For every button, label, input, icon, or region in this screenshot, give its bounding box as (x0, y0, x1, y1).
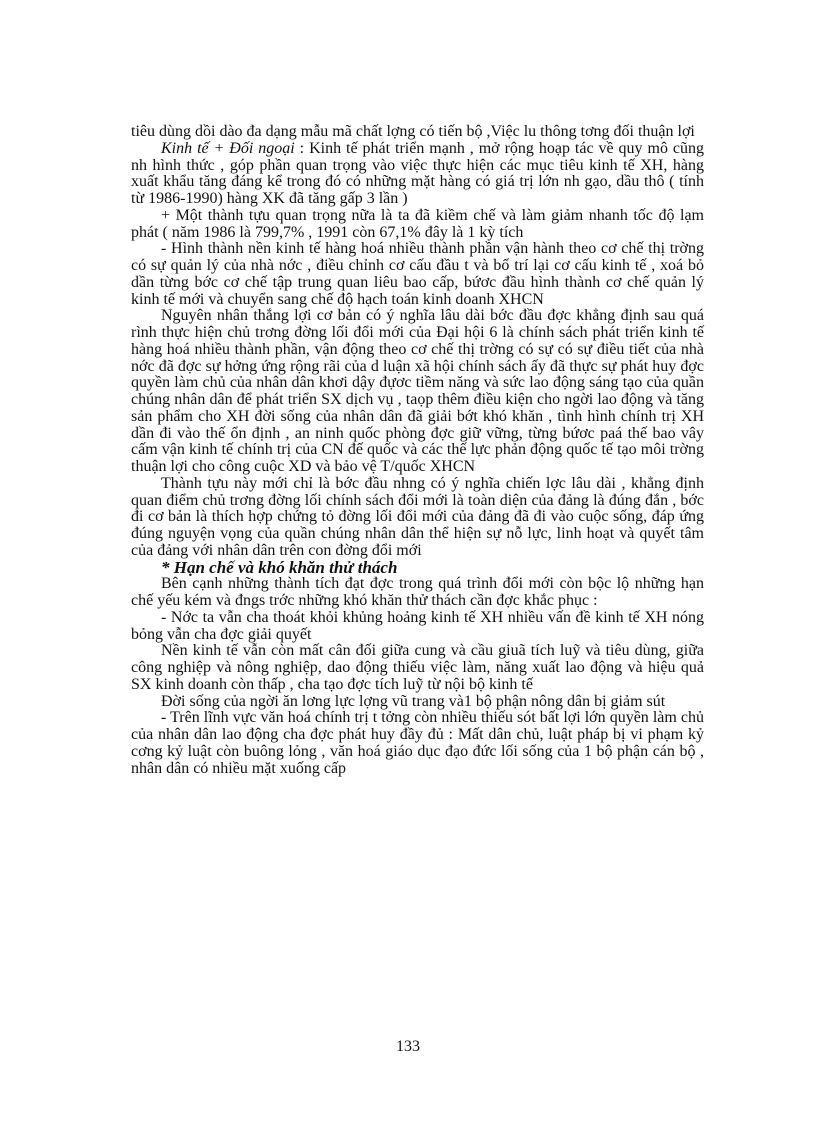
body-text (131, 124, 704, 777)
paragraph-10: Đời sống của ngời ăn lơng lực lợng vũ trang và1 bộ phận nông dân bị giảm sút (161, 692, 666, 710)
paragraph-1: tiêu dùng dồi dào đa dạng mẫu mã chất lợng có tiến bộ ,Việc lu thông tơng đối thuận lợi (131, 123, 695, 140)
paragraph-2 (131, 141, 704, 208)
section-heading: * Hạn chế và khó khăn thử thách (161, 557, 398, 577)
paragraph-6: Thành tựu này mới chỉ là bớc đầu nhng có ý nghĩa chiến lợc lâu dài , khẳng định quan điểm chủ trơng đờng lối chính sách đổi mới là toàn diện của đảng là đúng đắn , bớc đi cơ bản là thích hợp chứng tỏ đờng lối đổi mới của đảng đã đi vào cuộc sống, đáp ứng đúng nguyện vọng của quần chúng nhân dân thể hiện sự nỗ lực, linh hoạt và quyết tâm của đảng với nhân dân trên con đờng đổi mới (131, 474, 704, 559)
page-number: 133 (396, 1038, 420, 1055)
paragraph-8: - Nớc ta vẫn cha thoát khỏi khủng hoảng kinh tế XH nhiều vấn đề kinh tế XH nóng bỏng vẫn cha đợc giải quyết (131, 608, 704, 643)
paragraph-5: Nguyên nhân thắng lợi cơ bản có ý nghĩa lâu dài bớc đầu đợc khẳng định sau quá rình thực hiện chủ trơng đờng lối đổi mới của Đại hội 6 là chính sách phát triển kinh tế hàng hoá nhiều thành phần, vận động theo cơ chế thị trờng có sự có sự điều tiết của nhà nớc đã đợc sự hởng ứng rộng rãi của d luận xã hội chính sách ấy đã thực sự phát huy đợc quyền làm chủ của nhân dân khơi dậy đựơc tiềm năng và sức lao động sáng tạo của quần chúng nhân dân để phát triển SX dịch vụ , taọp thêm điều kiện cho ngời lao động và tăng sản phẩm cho XH đời sống của nhân dân đã giải bớt khó khăn , tình hình chính trị XH dần đi vào thế ổn định , an ninh quốc phòng đợc giữ vững, từng bứơc paá thế bao vây cấm vận kinh tế chính trị của CN đế quốc và các thế lực phản động quốc tế tạo môi trờng thuận lợi cho công cuộc XD và bảo vệ T/quốc XHCN (131, 307, 704, 475)
paragraph-2-lead: Kinh tế + Đối ngoại (161, 139, 295, 157)
paragraph-9: Nền kinh tế vẫn còn mất cân đối giữa cung và cầu giuã tích luỹ và tiêu dùng, giữa công nghiệp và nông nghiệp, dao động thiếu việc làm, năng xuất lao động và hiệu quả SX kinh doanh còn thấp , cha tạo đợc tích luỹ từ nội bộ kinh tế (131, 642, 704, 693)
paragraph-3: + Một thành tựu quan trọng nữa là ta đã kiềm chế và làm giảm nhanh tốc độ lạm phát ( năm 1986 là 799,7% , 1991 còn 67,1% đây là 1 kỳ tích (131, 206, 704, 241)
paragraph-7: Bên cạnh những thành tích đạt đợc trong quá trình đổi mới còn bộc lộ những hạn chế yếu kém và đngs trớc những khó khăn thử thách cần đợc khắc phục : (131, 575, 704, 609)
paragraph-2-body: : Kinh tế phát triển mạnh , mở rộng hoạp tác về quy mô cũng nh hình thức , góp phần quan trọng vào việc thực hiện các mục tiêu kinh tế XH, hàng xuất khẩu tăng đáng kể trong đó có những mặt hàng có giá trị lớn nh gạo, dầu thô ( tính từ 1986-1990) hàng XK đã tăng gấp 3 lần ) (131, 139, 705, 207)
paragraph-11: - Trên lĩnh vực văn hoá chính trị t tởng còn nhiều thiếu sót bất lợi lớn quyền làm chủ của nhân dân lao động cha đợc phát huy đầy đủ : Mất dân chủ, luật pháp bị vi phạm kỷ cơng kỷ luật còn buông lỏng , văn hoá giáo dục đạo đức lối sống của 1 bộ phận cán bộ , nhân dân có nhiều mặt xuống cấp (131, 709, 704, 777)
paragraph-4: - Hình thành nền kinh tế hàng hoá nhiều thành phần vận hành theo cơ chế thị trờng có sự quản lý của nhà nớc , điều chỉnh cơ cấu đầu t và bố trí lại cơ cấu kinh tế , xoá bỏ dần từng bớc cơ chế tập trung quan liêu bao cấp, bứơc đầu hình thành cơ chế quản lý kinh tế mới và chuyển sang chế độ hạch toán kinh doanh XHCN (131, 240, 704, 308)
